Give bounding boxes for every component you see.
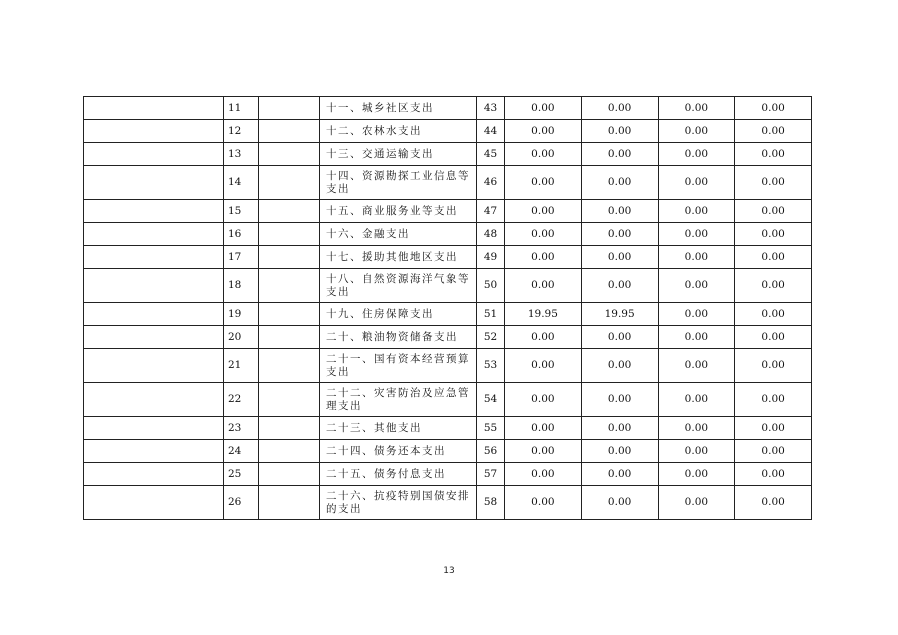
- line-number: 57: [477, 463, 505, 486]
- table-row: [84, 383, 812, 417]
- amount-cell: 0.00: [658, 246, 735, 269]
- table-row: [84, 417, 812, 440]
- line-number: 47: [477, 200, 505, 223]
- expenditure-item: 十七、援助其他地区支出: [320, 246, 477, 269]
- line-number: 53: [477, 349, 505, 383]
- row-index: 15: [224, 200, 259, 223]
- table-row: [84, 97, 812, 120]
- table-row: [84, 166, 812, 200]
- expenditure-item: 十八、自然资源海洋气象等支出: [320, 269, 477, 303]
- expenditure-item: 二十三、其他支出: [320, 417, 477, 440]
- line-number: 52: [477, 326, 505, 349]
- amount-cell: 0.00: [658, 166, 735, 200]
- empty-cell: [259, 223, 320, 246]
- amount-cell: 0.00: [581, 326, 658, 349]
- amount-cell: 0.00: [505, 440, 582, 463]
- row-index: 26: [224, 486, 259, 520]
- amount-cell: 0.00: [735, 200, 812, 223]
- table-row: [84, 303, 812, 326]
- amount-cell: 0.00: [658, 269, 735, 303]
- amount-cell: 0.00: [505, 143, 582, 166]
- expenditure-item: 二十四、债务还本支出: [320, 440, 477, 463]
- table-row: [84, 349, 812, 383]
- amount-cell: 0.00: [505, 349, 582, 383]
- empty-cell: [84, 326, 224, 349]
- empty-cell: [259, 120, 320, 143]
- amount-cell: 0.00: [658, 97, 735, 120]
- amount-cell: 0.00: [735, 463, 812, 486]
- empty-cell: [259, 486, 320, 520]
- amount-cell: 0.00: [581, 246, 658, 269]
- amount-cell: 0.00: [735, 417, 812, 440]
- row-index: 12: [224, 120, 259, 143]
- line-number: 58: [477, 486, 505, 520]
- empty-cell: [259, 246, 320, 269]
- row-index: 19: [224, 303, 259, 326]
- expenditure-item: 二十一、国有资本经营预算支出: [320, 349, 477, 383]
- amount-cell: 0.00: [505, 326, 582, 349]
- amount-cell: 0.00: [735, 349, 812, 383]
- amount-cell: 0.00: [735, 440, 812, 463]
- amount-cell: 0.00: [505, 383, 582, 417]
- row-index: 21: [224, 349, 259, 383]
- amount-cell: 0.00: [505, 200, 582, 223]
- empty-cell: [259, 200, 320, 223]
- empty-cell: [84, 143, 224, 166]
- expenditure-item: 二十五、债务付息支出: [320, 463, 477, 486]
- amount-cell: 0.00: [735, 246, 812, 269]
- empty-cell: [84, 166, 224, 200]
- row-index: 23: [224, 417, 259, 440]
- expenditure-item: 十四、资源勘探工业信息等支出: [320, 166, 477, 200]
- table-row: [84, 463, 812, 486]
- table-row: [84, 440, 812, 463]
- amount-cell: 0.00: [658, 417, 735, 440]
- amount-cell: 0.00: [581, 463, 658, 486]
- amount-cell: 0.00: [581, 440, 658, 463]
- table-row: [84, 223, 812, 246]
- amount-cell: 0.00: [735, 120, 812, 143]
- empty-cell: [259, 349, 320, 383]
- row-index: 24: [224, 440, 259, 463]
- table-row: [84, 326, 812, 349]
- amount-cell: 0.00: [581, 200, 658, 223]
- amount-cell: 0.00: [581, 269, 658, 303]
- amount-cell: 0.00: [658, 143, 735, 166]
- row-index: 13: [224, 143, 259, 166]
- amount-cell: 0.00: [581, 120, 658, 143]
- amount-cell: 0.00: [658, 200, 735, 223]
- line-number: 49: [477, 246, 505, 269]
- amount-cell: 0.00: [505, 223, 582, 246]
- table-row: [84, 246, 812, 269]
- amount-cell: 19.95: [505, 303, 582, 326]
- empty-cell: [84, 349, 224, 383]
- amount-cell: 0.00: [581, 383, 658, 417]
- empty-cell: [84, 223, 224, 246]
- row-index: 14: [224, 166, 259, 200]
- empty-cell: [84, 383, 224, 417]
- empty-cell: [259, 417, 320, 440]
- empty-cell: [259, 383, 320, 417]
- row-index: 11: [224, 97, 259, 120]
- empty-cell: [259, 303, 320, 326]
- amount-cell: 0.00: [505, 463, 582, 486]
- empty-cell: [259, 269, 320, 303]
- line-number: 48: [477, 223, 505, 246]
- line-number: 56: [477, 440, 505, 463]
- amount-cell: 0.00: [581, 486, 658, 520]
- amount-cell: 0.00: [735, 143, 812, 166]
- amount-cell: 0.00: [735, 97, 812, 120]
- table-row: [84, 143, 812, 166]
- amount-cell: 0.00: [581, 223, 658, 246]
- amount-cell: 0.00: [581, 349, 658, 383]
- amount-cell: 19.95: [581, 303, 658, 326]
- amount-cell: 0.00: [581, 417, 658, 440]
- empty-cell: [259, 326, 320, 349]
- empty-cell: [84, 200, 224, 223]
- empty-cell: [84, 303, 224, 326]
- amount-cell: 0.00: [658, 383, 735, 417]
- line-number: 55: [477, 417, 505, 440]
- amount-cell: 0.00: [658, 440, 735, 463]
- line-number: 54: [477, 383, 505, 417]
- empty-cell: [84, 486, 224, 520]
- amount-cell: 0.00: [505, 120, 582, 143]
- expenditure-item: 二十二、灾害防治及应急管理支出: [320, 383, 477, 417]
- expenditure-item: 十六、金融支出: [320, 223, 477, 246]
- row-index: 17: [224, 246, 259, 269]
- line-number: 51: [477, 303, 505, 326]
- table-row: [84, 486, 812, 520]
- amount-cell: 0.00: [735, 269, 812, 303]
- empty-cell: [259, 166, 320, 200]
- empty-cell: [259, 440, 320, 463]
- line-number: 46: [477, 166, 505, 200]
- expenditure-item: 二十六、抗疫特别国债安排的支出: [320, 486, 477, 520]
- empty-cell: [84, 97, 224, 120]
- empty-cell: [259, 97, 320, 120]
- page-number: 13: [443, 566, 455, 576]
- amount-cell: 0.00: [505, 246, 582, 269]
- row-index: 22: [224, 383, 259, 417]
- amount-cell: 0.00: [505, 269, 582, 303]
- amount-cell: 0.00: [581, 166, 658, 200]
- line-number: 45: [477, 143, 505, 166]
- expenditure-item: 十五、商业服务业等支出: [320, 200, 477, 223]
- amount-cell: 0.00: [658, 120, 735, 143]
- amount-cell: 0.00: [581, 143, 658, 166]
- table-row: [84, 120, 812, 143]
- empty-cell: [84, 417, 224, 440]
- line-number: 50: [477, 269, 505, 303]
- amount-cell: 0.00: [735, 326, 812, 349]
- expenditure-table: [83, 96, 812, 520]
- empty-cell: [84, 120, 224, 143]
- row-index: 18: [224, 269, 259, 303]
- expenditure-item: 二十、粮油物资储备支出: [320, 326, 477, 349]
- table-row: [84, 269, 812, 303]
- empty-cell: [84, 269, 224, 303]
- amount-cell: 0.00: [735, 383, 812, 417]
- amount-cell: 0.00: [658, 349, 735, 383]
- expenditure-item: 十九、住房保障支出: [320, 303, 477, 326]
- amount-cell: 0.00: [658, 326, 735, 349]
- amount-cell: 0.00: [505, 166, 582, 200]
- amount-cell: 0.00: [505, 97, 582, 120]
- empty-cell: [259, 463, 320, 486]
- amount-cell: 0.00: [658, 223, 735, 246]
- line-number: 43: [477, 97, 505, 120]
- amount-cell: 0.00: [735, 166, 812, 200]
- amount-cell: 0.00: [581, 97, 658, 120]
- row-index: 25: [224, 463, 259, 486]
- empty-cell: [84, 246, 224, 269]
- amount-cell: 0.00: [658, 486, 735, 520]
- amount-cell: 0.00: [505, 486, 582, 520]
- row-index: 16: [224, 223, 259, 246]
- empty-cell: [84, 440, 224, 463]
- amount-cell: 0.00: [735, 303, 812, 326]
- expenditure-item: 十二、农林水支出: [320, 120, 477, 143]
- amount-cell: 0.00: [658, 303, 735, 326]
- table-row: [84, 200, 812, 223]
- expenditure-item: 十三、交通运输支出: [320, 143, 477, 166]
- amount-cell: 0.00: [735, 486, 812, 520]
- empty-cell: [259, 143, 320, 166]
- amount-cell: 0.00: [505, 417, 582, 440]
- amount-cell: 0.00: [735, 223, 812, 246]
- expenditure-item: 十一、城乡社区支出: [320, 97, 477, 120]
- line-number: 44: [477, 120, 505, 143]
- amount-cell: 0.00: [658, 463, 735, 486]
- row-index: 20: [224, 326, 259, 349]
- empty-cell: [84, 463, 224, 486]
